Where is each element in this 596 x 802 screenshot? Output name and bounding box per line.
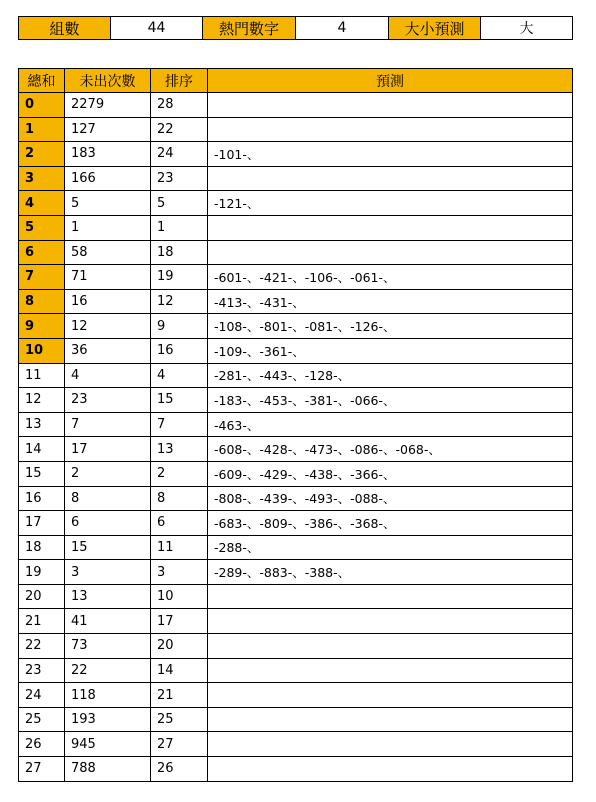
table-row bbox=[19, 732, 573, 757]
table-row bbox=[19, 560, 573, 585]
sum-prediction-table bbox=[18, 68, 573, 782]
rank-cell: 15 bbox=[151, 388, 208, 413]
missed-count-cell: 118 bbox=[65, 683, 151, 708]
table-header-row bbox=[19, 69, 573, 93]
rank-cell: 26 bbox=[151, 757, 208, 782]
rank-cell: 25 bbox=[151, 707, 208, 732]
prediction-cell bbox=[208, 707, 573, 732]
prediction-cell: -281-、-443-、-128-、 bbox=[208, 363, 573, 388]
size-prediction-value: 大 bbox=[481, 17, 573, 40]
prediction-cell bbox=[208, 634, 573, 659]
sum-cell: 24 bbox=[19, 683, 65, 708]
table-row bbox=[19, 142, 573, 167]
missed-count-cell: 1 bbox=[65, 215, 151, 240]
group-count-value: 44 bbox=[111, 17, 203, 40]
missed-count-cell: 15 bbox=[65, 535, 151, 560]
rank-cell: 3 bbox=[151, 560, 208, 585]
sum-cell: 14 bbox=[19, 437, 65, 462]
table-row bbox=[19, 535, 573, 560]
table-row bbox=[19, 191, 573, 216]
prediction-cell: -183-、-453-、-381-、-066-、 bbox=[208, 388, 573, 413]
table-row bbox=[19, 486, 573, 511]
sum-cell: 26 bbox=[19, 732, 65, 757]
missed-count-cell: 58 bbox=[65, 240, 151, 265]
prediction-cell bbox=[208, 215, 573, 240]
sum-cell: 5 bbox=[19, 215, 65, 240]
rank-cell: 13 bbox=[151, 437, 208, 462]
hot-number-value: 4 bbox=[296, 17, 389, 40]
table-row bbox=[19, 584, 573, 609]
missed-count-cell: 193 bbox=[65, 707, 151, 732]
prediction-cell: -413-、-431-、 bbox=[208, 289, 573, 314]
sum-cell: 21 bbox=[19, 609, 65, 634]
missed-count-cell: 166 bbox=[65, 166, 151, 191]
size-prediction-label: 大小預測 bbox=[389, 17, 481, 40]
prediction-cell: -109-、-361-、 bbox=[208, 338, 573, 363]
sum-cell: 19 bbox=[19, 560, 65, 585]
table-row bbox=[19, 215, 573, 240]
prediction-cell: -609-、-429-、-438-、-366-、 bbox=[208, 461, 573, 486]
sum-cell: 8 bbox=[19, 289, 65, 314]
sum-cell: 20 bbox=[19, 584, 65, 609]
table-row bbox=[19, 265, 573, 290]
rank-cell: 4 bbox=[151, 363, 208, 388]
rank-cell: 24 bbox=[151, 142, 208, 167]
rank-cell: 12 bbox=[151, 289, 208, 314]
rank-cell: 8 bbox=[151, 486, 208, 511]
rank-cell: 11 bbox=[151, 535, 208, 560]
missed-count-cell: 22 bbox=[65, 658, 151, 683]
table-row bbox=[19, 338, 573, 363]
prediction-cell: -288-、 bbox=[208, 535, 573, 560]
prediction-cell: -808-、-439-、-493-、-088-、 bbox=[208, 486, 573, 511]
prediction-cell: -289-、-883-、-388-、 bbox=[208, 560, 573, 585]
prediction-cell: -608-、-428-、-473-、-086-、-068-、 bbox=[208, 437, 573, 462]
missed-count-cell: 4 bbox=[65, 363, 151, 388]
sum-cell: 22 bbox=[19, 634, 65, 659]
sum-cell: 6 bbox=[19, 240, 65, 265]
prediction-cell bbox=[208, 240, 573, 265]
prediction-cell bbox=[208, 732, 573, 757]
missed-count-cell: 36 bbox=[65, 338, 151, 363]
missed-count-cell: 2 bbox=[65, 461, 151, 486]
table-row bbox=[19, 437, 573, 462]
table-row bbox=[19, 117, 573, 142]
group-count-label: 組數 bbox=[19, 17, 111, 40]
sum-cell: 3 bbox=[19, 166, 65, 191]
sum-cell: 11 bbox=[19, 363, 65, 388]
rank-cell: 19 bbox=[151, 265, 208, 290]
prediction-cell bbox=[208, 166, 573, 191]
header-rank: 排序 bbox=[151, 69, 208, 93]
missed-count-cell: 71 bbox=[65, 265, 151, 290]
prediction-cell: -108-、-801-、-081-、-126-、 bbox=[208, 314, 573, 339]
table-row bbox=[19, 166, 573, 191]
summary-table bbox=[18, 16, 573, 40]
prediction-cell: -121-、 bbox=[208, 191, 573, 216]
rank-cell: 16 bbox=[151, 338, 208, 363]
prediction-cell bbox=[208, 609, 573, 634]
sum-cell: 9 bbox=[19, 314, 65, 339]
prediction-cell: -683-、-809-、-386-、-368-、 bbox=[208, 511, 573, 536]
prediction-cell: -463-、 bbox=[208, 412, 573, 437]
sum-cell: 4 bbox=[19, 191, 65, 216]
sum-cell: 13 bbox=[19, 412, 65, 437]
table-row bbox=[19, 757, 573, 782]
rank-cell: 5 bbox=[151, 191, 208, 216]
sum-cell: 25 bbox=[19, 707, 65, 732]
table-row bbox=[19, 240, 573, 265]
rank-cell: 10 bbox=[151, 584, 208, 609]
sum-cell: 1 bbox=[19, 117, 65, 142]
summary-row bbox=[19, 17, 573, 40]
table-row bbox=[19, 658, 573, 683]
table-row bbox=[19, 388, 573, 413]
rank-cell: 1 bbox=[151, 215, 208, 240]
prediction-cell: -601-、-421-、-106-、-061-、 bbox=[208, 265, 573, 290]
table-row bbox=[19, 412, 573, 437]
header-sum: 總和 bbox=[19, 69, 65, 93]
sum-cell: 23 bbox=[19, 658, 65, 683]
missed-count-cell: 6 bbox=[65, 511, 151, 536]
missed-count-cell: 5 bbox=[65, 191, 151, 216]
table-row bbox=[19, 363, 573, 388]
table-row bbox=[19, 314, 573, 339]
sum-cell: 18 bbox=[19, 535, 65, 560]
table-row bbox=[19, 683, 573, 708]
sum-cell: 12 bbox=[19, 388, 65, 413]
missed-count-cell: 127 bbox=[65, 117, 151, 142]
hot-number-label: 熱門數字 bbox=[203, 17, 296, 40]
sum-cell: 17 bbox=[19, 511, 65, 536]
missed-count-cell: 945 bbox=[65, 732, 151, 757]
missed-count-cell: 3 bbox=[65, 560, 151, 585]
rank-cell: 9 bbox=[151, 314, 208, 339]
missed-count-cell: 7 bbox=[65, 412, 151, 437]
missed-count-cell: 12 bbox=[65, 314, 151, 339]
rank-cell: 7 bbox=[151, 412, 208, 437]
header-prediction: 預測 bbox=[208, 69, 573, 93]
sum-cell: 15 bbox=[19, 461, 65, 486]
table-row bbox=[19, 93, 573, 118]
prediction-cell bbox=[208, 658, 573, 683]
table-row bbox=[19, 289, 573, 314]
rank-cell: 14 bbox=[151, 658, 208, 683]
prediction-cell bbox=[208, 117, 573, 142]
prediction-cell: -101-、 bbox=[208, 142, 573, 167]
missed-count-cell: 41 bbox=[65, 609, 151, 634]
rank-cell: 20 bbox=[151, 634, 208, 659]
table-row bbox=[19, 511, 573, 536]
missed-count-cell: 23 bbox=[65, 388, 151, 413]
sum-cell: 10 bbox=[19, 338, 65, 363]
rank-cell: 23 bbox=[151, 166, 208, 191]
sum-cell: 27 bbox=[19, 757, 65, 782]
missed-count-cell: 788 bbox=[65, 757, 151, 782]
prediction-cell bbox=[208, 683, 573, 708]
prediction-cell bbox=[208, 93, 573, 118]
rank-cell: 17 bbox=[151, 609, 208, 634]
missed-count-cell: 2279 bbox=[65, 93, 151, 118]
sum-cell: 0 bbox=[19, 93, 65, 118]
prediction-cell bbox=[208, 584, 573, 609]
table-row bbox=[19, 634, 573, 659]
rank-cell: 18 bbox=[151, 240, 208, 265]
table-row bbox=[19, 461, 573, 486]
prediction-cell bbox=[208, 757, 573, 782]
rank-cell: 27 bbox=[151, 732, 208, 757]
rank-cell: 6 bbox=[151, 511, 208, 536]
missed-count-cell: 8 bbox=[65, 486, 151, 511]
table-row bbox=[19, 609, 573, 634]
sum-cell: 2 bbox=[19, 142, 65, 167]
rank-cell: 22 bbox=[151, 117, 208, 142]
rank-cell: 21 bbox=[151, 683, 208, 708]
header-missed-count: 未出次數 bbox=[65, 69, 151, 93]
sum-cell: 7 bbox=[19, 265, 65, 290]
missed-count-cell: 183 bbox=[65, 142, 151, 167]
missed-count-cell: 13 bbox=[65, 584, 151, 609]
sum-cell: 16 bbox=[19, 486, 65, 511]
rank-cell: 28 bbox=[151, 93, 208, 118]
missed-count-cell: 73 bbox=[65, 634, 151, 659]
missed-count-cell: 17 bbox=[65, 437, 151, 462]
missed-count-cell: 16 bbox=[65, 289, 151, 314]
table-row bbox=[19, 707, 573, 732]
rank-cell: 2 bbox=[151, 461, 208, 486]
table-body bbox=[19, 93, 573, 782]
